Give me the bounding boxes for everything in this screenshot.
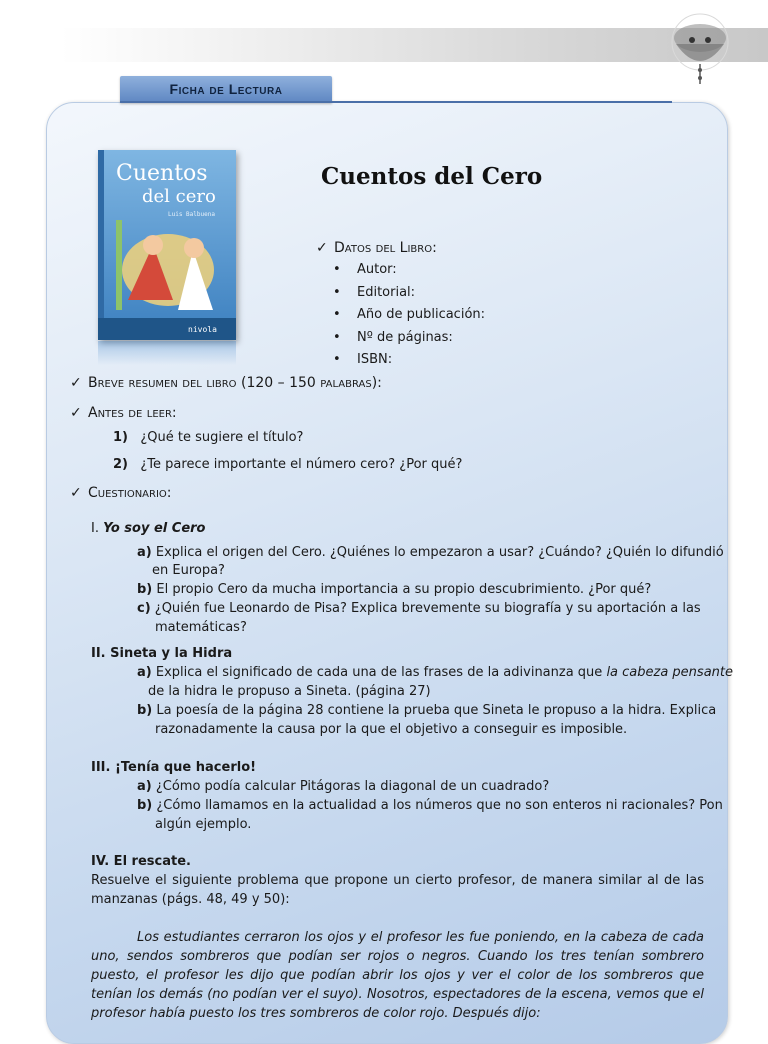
antes-item-2: 2) ¿Te parece importante el número cero? ¿Por qué? xyxy=(113,457,463,472)
section-4-story: Los estudiantes cerraron los ojos y el profesor les fue poniendo, en la cabeza de cada uno, sendos sombreros que podían ser rojos o negros. Cuando los tres tenían sombrero puesto, el profesor les dijo que podían abrir los ojos y ver el color de los sombreros que tenían los demás (no podían ver el suyo). Nosotros, espectadores de la escena, vemos que el profesor había puesto los tres sombreros de color rojo. Después dijo: xyxy=(91,930,704,1021)
question-1b: b) El propio Cero da mucha importancia a su propio descubrimiento. ¿Por qué? xyxy=(137,582,652,597)
question-1c: c) ¿Quién fue Leonardo de Pisa? Explica brevemente su biografía y su aportación a las xyxy=(137,601,701,616)
antes-item-1: 1) ¿Qué te sugiere el título? xyxy=(113,430,304,445)
cover-publisher: nivola xyxy=(188,325,217,334)
question-2b-cont: razonadamente la causa por la que el objetivo a conseguir es imposible. xyxy=(155,722,628,737)
checkmark-icon: ✓ xyxy=(70,405,82,421)
antes-heading: ✓ Antes de leer: xyxy=(70,405,177,421)
list-item: • Nº de páginas: xyxy=(333,329,485,352)
question-1a: a) Explica el origen del Cero. ¿Quiénes lo empezaron a usar? ¿Cuándo? ¿Quién lo difundió xyxy=(137,545,724,560)
question-2a-cont: de la hidra le propuso a Sineta. (página 27) xyxy=(148,684,431,699)
logo-icon xyxy=(662,8,738,88)
list-item: • Editorial: xyxy=(333,284,485,307)
book-cover-image xyxy=(98,150,236,340)
list-item: • ISBN: xyxy=(333,351,485,374)
section-4-title: IV. El rescate. xyxy=(91,854,191,869)
tab-underline xyxy=(120,101,672,103)
cuestionario-heading: ✓ Cuestionario: xyxy=(70,485,172,501)
datos-heading: ✓ Datos del Libro: xyxy=(316,240,437,256)
section-tab xyxy=(120,76,332,103)
section-3-title: III. ¡Tenía que hacerlo! xyxy=(91,760,257,775)
cover-author: Luis Balbuena xyxy=(168,211,215,218)
checkmark-icon: ✓ xyxy=(70,485,82,501)
question-2b: b) La poesía de la página 28 contiene la prueba que Sineta le propuso a la hidra. Explica xyxy=(137,703,717,718)
question-3a: a) ¿Cómo podía calcular Pitágoras la diagonal de un cuadrado? xyxy=(137,779,550,794)
question-2a: a) Explica el significado de cada una de las frases de la adivinanza que la cabeza pensante xyxy=(137,665,733,680)
list-item: • Autor: xyxy=(333,261,485,284)
cover-title-line2: del cero xyxy=(142,186,216,207)
resumen-heading: ✓ Breve resumen del libro (120 – 150 palabras): xyxy=(70,375,382,391)
question-1c-cont: matemáticas? xyxy=(155,620,247,635)
question-1a-cont: en Europa? xyxy=(152,563,225,578)
cover-title-line1: Cuentos xyxy=(116,161,208,186)
section-4-intro: Resuelve el siguiente problema que propone un cierto profesor, de manera similar al de las manzanas (págs. 48, 49 y 50): xyxy=(91,873,704,907)
question-3b: b) ¿Cómo llamamos en la actualidad a los números que no son enteros ni racionales? Pon xyxy=(137,798,723,813)
section-2-title: II. Sineta y la Hidra xyxy=(91,646,233,661)
checkmark-icon: ✓ xyxy=(316,240,328,256)
question-3b-cont: algún ejemplo. xyxy=(155,817,252,832)
section-1-title: I. Yo soy el Cero xyxy=(91,521,206,536)
book-reflection xyxy=(98,341,236,365)
book-title: Cuentos del Cero xyxy=(321,163,543,190)
list-item: • Año de publicación: xyxy=(333,306,485,329)
tab-label: Ficha de Lectura xyxy=(169,81,283,97)
checkmark-icon: ✓ xyxy=(70,375,82,391)
datos-list xyxy=(333,261,485,374)
